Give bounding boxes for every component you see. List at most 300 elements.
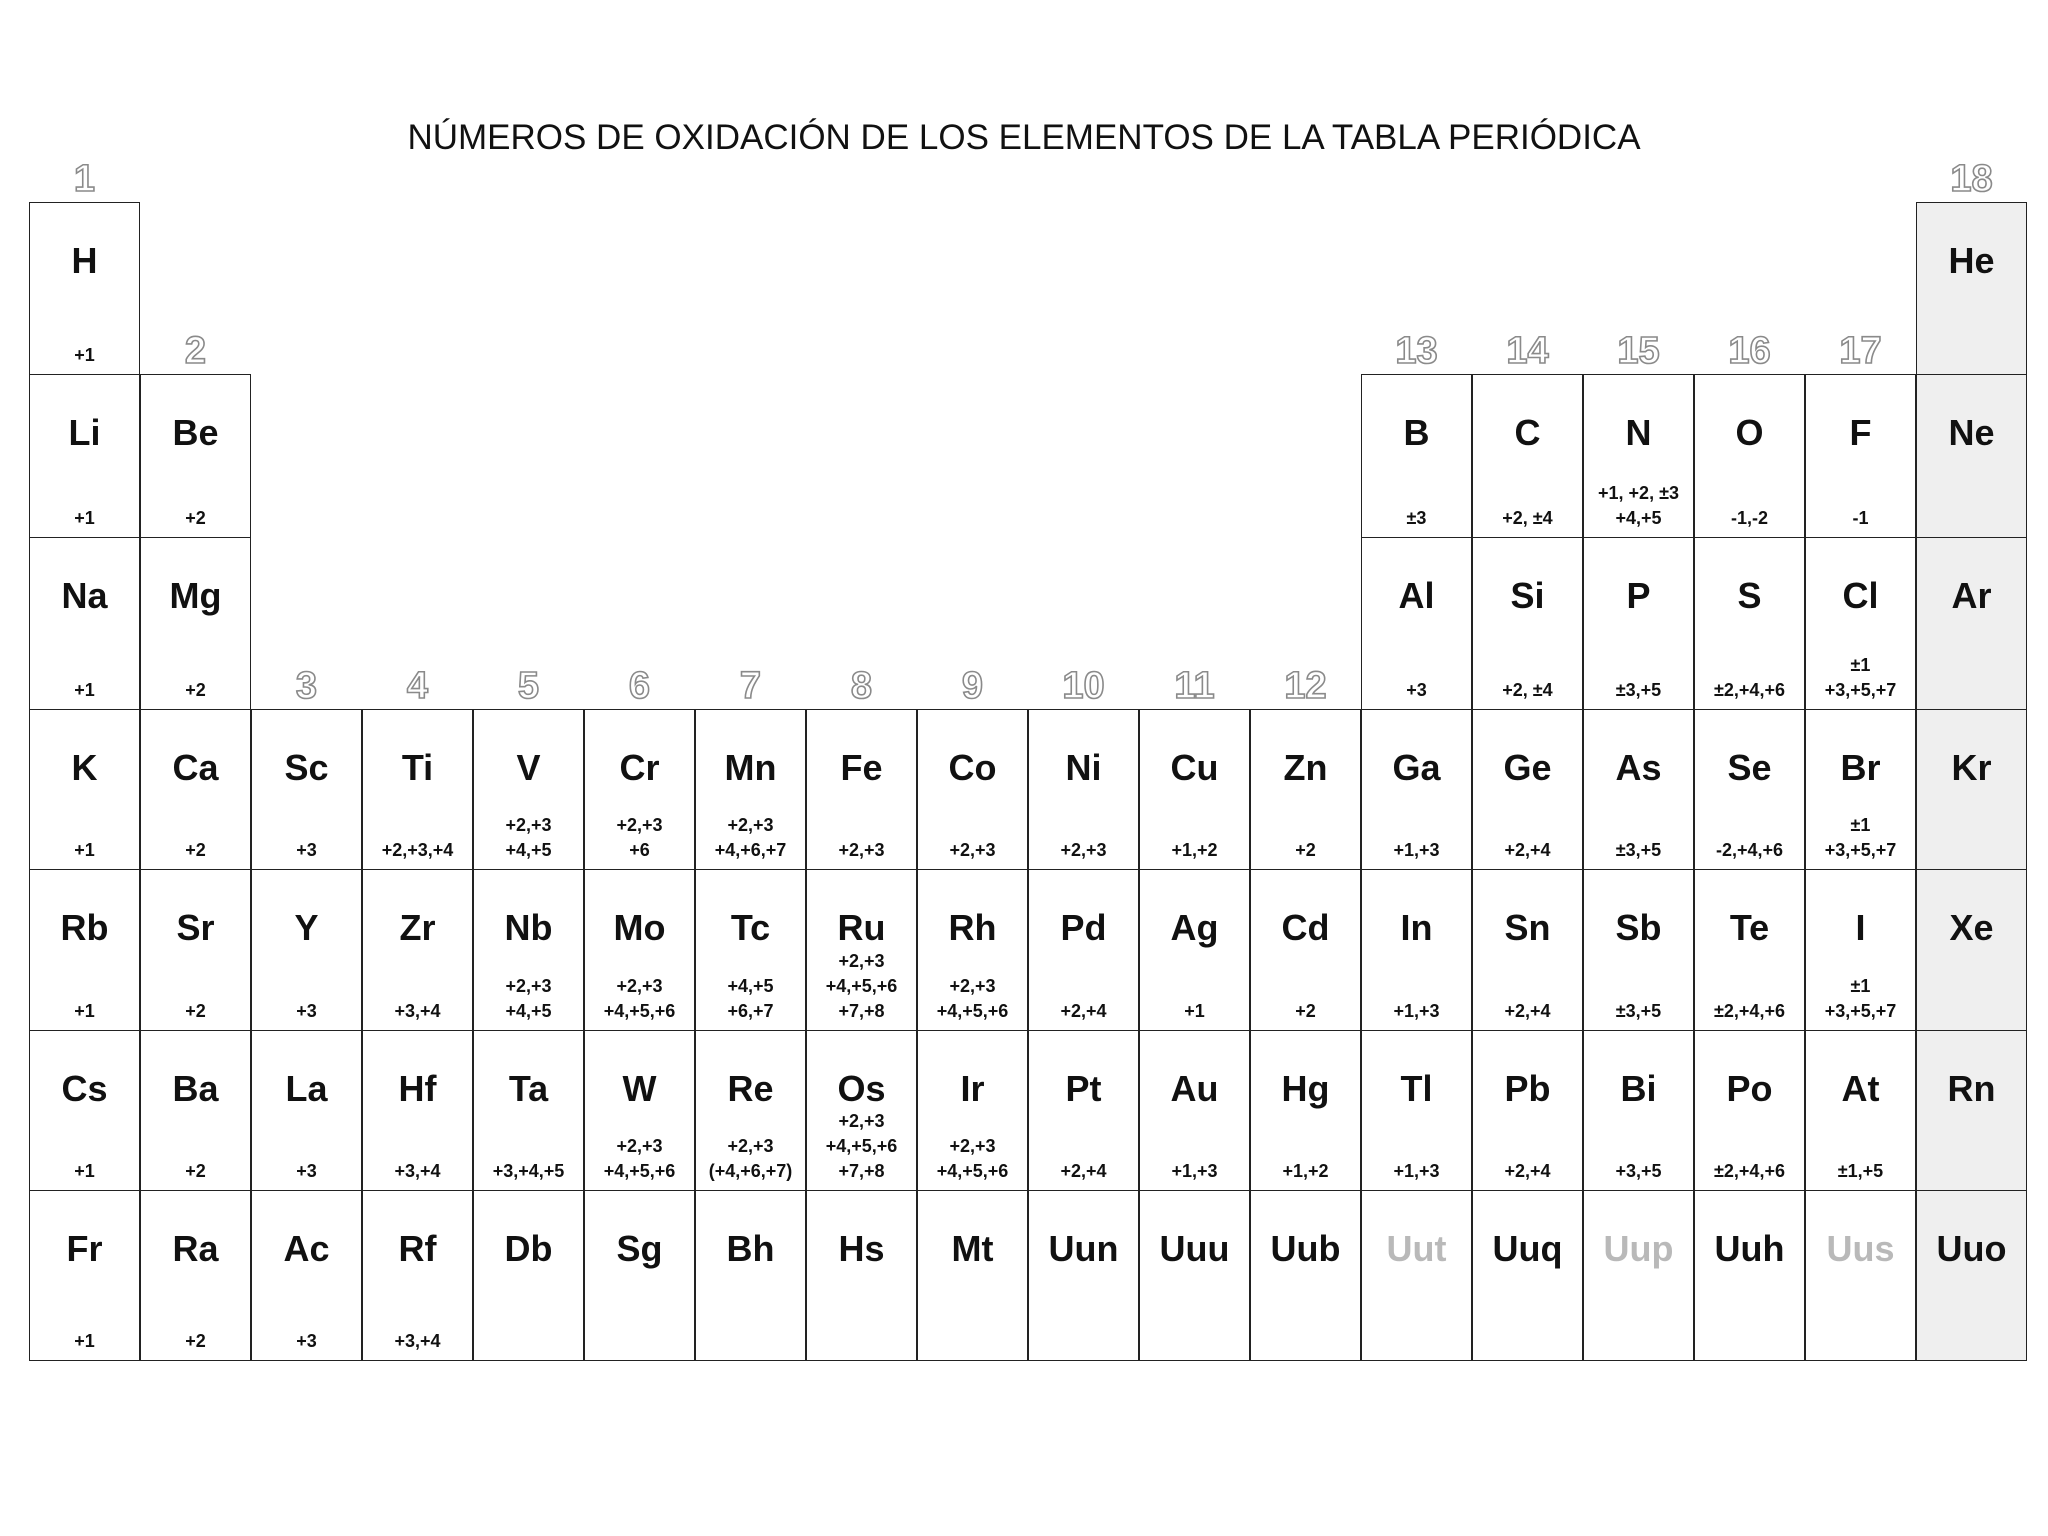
oxidation-state-line: +2 xyxy=(185,840,206,860)
element-cell-uus xyxy=(1805,1190,1916,1361)
element-symbol: Mt xyxy=(951,1228,994,1269)
oxidation-states xyxy=(1473,506,1582,531)
oxidation-states xyxy=(585,813,694,863)
oxidation-state-line: +1 xyxy=(74,1001,95,1021)
oxidation-states xyxy=(1362,999,1471,1024)
oxidation-state-line: ±2,+4,+6 xyxy=(1714,680,1785,700)
element-cell-b xyxy=(1361,374,1472,538)
group-number-label: 7 xyxy=(739,665,762,707)
oxidation-state-line: ±3,+5 xyxy=(1615,840,1662,860)
element-symbol: Ra xyxy=(172,1228,219,1269)
oxidation-state-line: ±3,+5 xyxy=(1615,680,1662,700)
oxidation-states xyxy=(30,1159,139,1184)
element-symbol: Uun xyxy=(1048,1228,1119,1269)
oxidation-state-line: +1 xyxy=(74,345,95,365)
oxidation-state-line: +2,+4 xyxy=(1504,840,1551,860)
element-cell-mg xyxy=(140,537,251,710)
oxidation-state-line: +4,+5,+6 xyxy=(825,976,898,996)
group-number-label: 13 xyxy=(1395,330,1438,372)
element-cell-o xyxy=(1694,374,1805,538)
oxidation-state-line: ±1 xyxy=(1850,655,1871,675)
oxidation-states xyxy=(1695,1159,1804,1184)
element-cell-be xyxy=(140,374,251,538)
element-symbol: Na xyxy=(61,575,108,616)
element-symbol: Hs xyxy=(838,1228,885,1269)
element-cell-co xyxy=(917,709,1028,870)
oxidation-state-line: +3,+4,+5 xyxy=(492,1161,565,1181)
element-cell-ga xyxy=(1361,709,1472,870)
oxidation-states xyxy=(30,678,139,703)
oxidation-state-line: +2,+3 xyxy=(616,815,663,835)
element-symbol: O xyxy=(1735,412,1764,453)
oxidation-state-line: +1,+3 xyxy=(1171,1161,1218,1181)
element-cell-ba xyxy=(140,1030,251,1191)
element-cell-na xyxy=(29,537,140,710)
element-cell-y xyxy=(251,869,362,1031)
oxidation-states xyxy=(1029,1159,1138,1184)
oxidation-state-line: +2 xyxy=(185,1001,206,1021)
oxidation-states xyxy=(918,974,1027,1024)
element-cell-ca xyxy=(140,709,251,870)
element-cell-bh xyxy=(695,1190,806,1361)
oxidation-states xyxy=(30,506,139,531)
element-symbol: Cs xyxy=(61,1068,108,1109)
element-symbol: Y xyxy=(294,907,319,948)
oxidation-states xyxy=(141,506,250,531)
oxidation-state-line: +1,+2 xyxy=(1171,840,1218,860)
element-cell-pd xyxy=(1028,869,1139,1031)
element-symbol: Xe xyxy=(1949,907,1994,948)
element-symbol: Ni xyxy=(1065,747,1102,788)
element-symbol: Uuh xyxy=(1714,1228,1785,1269)
element-cell-rf xyxy=(362,1190,473,1361)
oxidation-states xyxy=(918,838,1027,863)
element-symbol: Cr xyxy=(619,747,660,788)
element-cell-zr xyxy=(362,869,473,1031)
element-cell-k xyxy=(29,709,140,870)
oxidation-states xyxy=(696,813,805,863)
element-symbol: Nb xyxy=(504,907,553,948)
element-symbol: Ca xyxy=(172,747,219,788)
oxidation-states xyxy=(918,1134,1027,1184)
element-symbol: Zr xyxy=(399,907,436,948)
element-symbol: Se xyxy=(1727,747,1772,788)
element-cell-as xyxy=(1583,709,1694,870)
oxidation-states xyxy=(252,1329,361,1354)
element-symbol: Si xyxy=(1510,575,1545,616)
element-symbol: Hg xyxy=(1281,1068,1330,1109)
element-cell-os xyxy=(806,1030,917,1191)
oxidation-state-line: +4,+6,+7 xyxy=(714,840,787,860)
oxidation-states xyxy=(1584,678,1693,703)
element-cell-i xyxy=(1805,869,1916,1031)
oxidation-state-line: +6 xyxy=(629,840,650,860)
element-cell-te xyxy=(1694,869,1805,1031)
oxidation-state-line: +2,+3 xyxy=(616,1136,663,1156)
element-cell-xe xyxy=(1916,869,2027,1031)
element-symbol: Al xyxy=(1398,575,1435,616)
oxidation-states xyxy=(1584,999,1693,1024)
oxidation-states xyxy=(474,1159,583,1184)
oxidation-state-line: +2,+3 xyxy=(838,951,885,971)
element-symbol: Ir xyxy=(960,1068,985,1109)
element-cell-w xyxy=(584,1030,695,1191)
oxidation-states xyxy=(585,974,694,1024)
oxidation-state-line: +1 xyxy=(74,508,95,528)
element-symbol: Ag xyxy=(1170,907,1219,948)
element-cell-hg xyxy=(1250,1030,1361,1191)
element-symbol: Cd xyxy=(1281,907,1330,948)
element-symbol: Sb xyxy=(1615,907,1662,948)
group-number-label: 4 xyxy=(406,665,429,707)
oxidation-state-line: +4,+5,+6 xyxy=(825,1136,898,1156)
oxidation-state-line: +3,+5,+7 xyxy=(1824,1001,1897,1021)
oxidation-state-line: +3,+4 xyxy=(394,1001,441,1021)
element-cell-ag xyxy=(1139,869,1250,1031)
element-cell-cd xyxy=(1250,869,1361,1031)
element-symbol: In xyxy=(1400,907,1433,948)
element-cell-n xyxy=(1583,374,1694,538)
oxidation-state-line: +7,+8 xyxy=(838,1161,885,1181)
oxidation-state-line: +1,+2 xyxy=(1282,1161,1329,1181)
element-symbol: Ta xyxy=(508,1068,549,1109)
element-symbol: Sg xyxy=(616,1228,663,1269)
oxidation-state-line: ±1 xyxy=(1850,815,1871,835)
oxidation-states xyxy=(585,1134,694,1184)
element-symbol: Kr xyxy=(1951,747,1992,788)
oxidation-state-line: +1 xyxy=(74,680,95,700)
oxidation-states xyxy=(1140,999,1249,1024)
oxidation-state-line: +2,+3 xyxy=(838,1111,885,1131)
group-number-label: 10 xyxy=(1062,665,1105,707)
element-cell-hs xyxy=(806,1190,917,1361)
element-symbol: As xyxy=(1615,747,1662,788)
element-cell-nb xyxy=(473,869,584,1031)
element-cell-kr xyxy=(1916,709,2027,870)
element-symbol: Cl xyxy=(1842,575,1879,616)
element-cell-v xyxy=(473,709,584,870)
element-symbol: Ge xyxy=(1503,747,1552,788)
element-symbol: Uut xyxy=(1386,1228,1447,1269)
element-symbol: Pd xyxy=(1060,907,1107,948)
element-cell-fe xyxy=(806,709,917,870)
oxidation-state-line: +4,+5 xyxy=(505,840,552,860)
oxidation-states xyxy=(1695,678,1804,703)
element-cell-mt xyxy=(917,1190,1028,1361)
element-symbol: Bi xyxy=(1620,1068,1657,1109)
oxidation-state-line: (+4,+6,+7) xyxy=(708,1161,793,1181)
oxidation-state-line: +1,+3 xyxy=(1393,840,1440,860)
element-cell-se xyxy=(1694,709,1805,870)
oxidation-state-line: +4,+5,+6 xyxy=(936,1161,1009,1181)
element-cell-uuh xyxy=(1694,1190,1805,1361)
oxidation-states xyxy=(252,1159,361,1184)
oxidation-states xyxy=(1473,678,1582,703)
element-cell-ta xyxy=(473,1030,584,1191)
oxidation-state-line: ±3,+5 xyxy=(1615,1001,1662,1021)
oxidation-states xyxy=(141,1159,250,1184)
oxidation-state-line: +2,+3 xyxy=(949,1136,996,1156)
element-symbol: Tl xyxy=(1400,1068,1433,1109)
element-cell-p xyxy=(1583,537,1694,710)
element-symbol: Cu xyxy=(1170,747,1219,788)
element-symbol: Rn xyxy=(1947,1068,1996,1109)
oxidation-state-line: +2 xyxy=(185,1161,206,1181)
oxidation-states xyxy=(1473,838,1582,863)
element-symbol: W xyxy=(622,1068,657,1109)
oxidation-state-line: +4,+5,+6 xyxy=(936,1001,1009,1021)
oxidation-states xyxy=(1806,1159,1915,1184)
element-symbol: At xyxy=(1841,1068,1880,1109)
element-cell-ge xyxy=(1472,709,1583,870)
oxidation-state-line: +4,+5 xyxy=(505,1001,552,1021)
element-symbol: Rh xyxy=(948,907,997,948)
oxidation-states xyxy=(1362,678,1471,703)
oxidation-states xyxy=(30,343,139,368)
oxidation-state-line: +2, ±4 xyxy=(1502,680,1553,700)
group-number-label: 1 xyxy=(73,158,96,200)
oxidation-states xyxy=(30,1329,139,1354)
oxidation-state-line: +3 xyxy=(296,840,317,860)
oxidation-state-line: +2,+4 xyxy=(1504,1161,1551,1181)
oxidation-states xyxy=(1695,999,1804,1024)
element-cell-li xyxy=(29,374,140,538)
element-symbol: Sc xyxy=(284,747,329,788)
oxidation-state-line: +2,+3 xyxy=(505,976,552,996)
oxidation-state-line: +1,+3 xyxy=(1393,1161,1440,1181)
element-symbol: Be xyxy=(172,412,219,453)
oxidation-states xyxy=(1251,1159,1360,1184)
group-number-label: 18 xyxy=(1950,158,1993,200)
oxidation-state-line: +3,+5 xyxy=(1615,1161,1662,1181)
element-symbol: Hf xyxy=(398,1068,437,1109)
oxidation-states xyxy=(30,999,139,1024)
element-symbol: F xyxy=(1849,412,1872,453)
element-cell-hf xyxy=(362,1030,473,1191)
element-cell-bi xyxy=(1583,1030,1694,1191)
oxidation-state-line: -1 xyxy=(1852,508,1869,528)
oxidation-state-line: +2,+3 xyxy=(727,1136,774,1156)
group-number-label: 2 xyxy=(184,330,207,372)
oxidation-state-line: +2,+4 xyxy=(1504,1001,1551,1021)
element-symbol: Pb xyxy=(1504,1068,1551,1109)
oxidation-states xyxy=(807,838,916,863)
group-number-label: 3 xyxy=(295,665,318,707)
oxidation-state-line: +6,+7 xyxy=(727,1001,774,1021)
element-symbol: V xyxy=(516,747,541,788)
oxidation-state-line: +2,+4 xyxy=(1060,1161,1107,1181)
oxidation-states xyxy=(1584,1159,1693,1184)
element-cell-ra xyxy=(140,1190,251,1361)
oxidation-state-line: +4,+5 xyxy=(1615,508,1662,528)
element-cell-al xyxy=(1361,537,1472,710)
oxidation-state-line: +2,+4 xyxy=(1060,1001,1107,1021)
oxidation-states xyxy=(363,1329,472,1354)
oxidation-states xyxy=(1584,481,1693,531)
oxidation-state-line: ±2,+4,+6 xyxy=(1714,1161,1785,1181)
element-symbol: H xyxy=(71,240,98,281)
oxidation-state-line: ±3 xyxy=(1406,508,1427,528)
element-cell-uuu xyxy=(1139,1190,1250,1361)
element-symbol: La xyxy=(285,1068,328,1109)
element-cell-ir xyxy=(917,1030,1028,1191)
group-number-label: 15 xyxy=(1617,330,1660,372)
oxidation-state-line: +2 xyxy=(185,508,206,528)
oxidation-states xyxy=(807,1109,916,1184)
oxidation-state-line: +2 xyxy=(1295,1001,1316,1021)
element-symbol: N xyxy=(1625,412,1652,453)
oxidation-states xyxy=(1362,838,1471,863)
element-symbol: Ru xyxy=(837,907,886,948)
oxidation-state-line: +1 xyxy=(74,1331,95,1351)
oxidation-states xyxy=(696,1134,805,1184)
element-symbol: C xyxy=(1514,412,1541,453)
oxidation-state-line: +3 xyxy=(296,1161,317,1181)
element-symbol: Ac xyxy=(283,1228,330,1269)
element-symbol: Pt xyxy=(1065,1068,1102,1109)
oxidation-state-line: +3,+4 xyxy=(394,1161,441,1181)
element-cell-fr xyxy=(29,1190,140,1361)
oxidation-states xyxy=(30,838,139,863)
oxidation-state-line: ±1 xyxy=(1850,976,1871,996)
group-number-label: 17 xyxy=(1839,330,1882,372)
oxidation-state-line: -2,+4,+6 xyxy=(1715,840,1784,860)
oxidation-states xyxy=(1251,999,1360,1024)
element-cell-rh xyxy=(917,869,1028,1031)
element-symbol: Ba xyxy=(172,1068,219,1109)
element-symbol: Co xyxy=(948,747,997,788)
oxidation-states xyxy=(141,678,250,703)
oxidation-states xyxy=(807,949,916,1024)
element-symbol: Ga xyxy=(1392,747,1441,788)
element-cell-ac xyxy=(251,1190,362,1361)
oxidation-state-line: ±2,+4,+6 xyxy=(1714,1001,1785,1021)
element-symbol: Ar xyxy=(1951,575,1992,616)
element-symbol: Po xyxy=(1726,1068,1773,1109)
oxidation-states xyxy=(141,1329,250,1354)
element-cell-rb xyxy=(29,869,140,1031)
element-cell-si xyxy=(1472,537,1583,710)
element-cell-f xyxy=(1805,374,1916,538)
oxidation-state-line: +2,+3 xyxy=(616,976,663,996)
element-symbol: Uub xyxy=(1270,1228,1341,1269)
group-number-label: 8 xyxy=(850,665,873,707)
group-number-label: 11 xyxy=(1174,665,1215,707)
element-symbol: Uuo xyxy=(1936,1228,2007,1269)
oxidation-states xyxy=(363,999,472,1024)
oxidation-state-line: +2, ±4 xyxy=(1502,508,1553,528)
oxidation-states xyxy=(1251,838,1360,863)
oxidation-states xyxy=(1473,1159,1582,1184)
oxidation-states xyxy=(141,999,250,1024)
element-cell-h xyxy=(29,202,140,375)
element-symbol: Uup xyxy=(1603,1228,1674,1269)
oxidation-states xyxy=(1584,838,1693,863)
oxidation-states xyxy=(1362,506,1471,531)
element-symbol: He xyxy=(1948,240,1995,281)
element-cell-uut xyxy=(1361,1190,1472,1361)
element-cell-po xyxy=(1694,1030,1805,1191)
element-cell-ar xyxy=(1916,537,2027,710)
oxidation-states xyxy=(1029,838,1138,863)
element-symbol: Rb xyxy=(60,907,109,948)
oxidation-state-line: +4,+5,+6 xyxy=(603,1161,676,1181)
element-symbol: Db xyxy=(504,1228,553,1269)
oxidation-states xyxy=(1806,974,1915,1024)
oxidation-state-line: +2,+3 xyxy=(1060,840,1107,860)
element-cell-cs xyxy=(29,1030,140,1191)
element-cell-zn xyxy=(1250,709,1361,870)
element-symbol: Fe xyxy=(840,747,883,788)
oxidation-state-line: +1 xyxy=(74,840,95,860)
element-cell-sb xyxy=(1583,869,1694,1031)
group-number-label: 6 xyxy=(628,665,651,707)
element-cell-uub xyxy=(1250,1190,1361,1361)
oxidation-states xyxy=(1473,999,1582,1024)
oxidation-state-line: +1,+3 xyxy=(1393,1001,1440,1021)
oxidation-state-line: +2,+3 xyxy=(838,840,885,860)
element-cell-au xyxy=(1139,1030,1250,1191)
element-cell-cu xyxy=(1139,709,1250,870)
element-symbol: Sr xyxy=(176,907,215,948)
element-symbol: Mn xyxy=(724,747,777,788)
element-cell-ni xyxy=(1028,709,1139,870)
element-cell-s xyxy=(1694,537,1805,710)
element-symbol: S xyxy=(1737,575,1762,616)
element-cell-he xyxy=(1916,202,2027,375)
group-number-label: 12 xyxy=(1284,665,1327,707)
oxidation-state-line: +2 xyxy=(185,1331,206,1351)
element-symbol: Rf xyxy=(398,1228,437,1269)
element-symbol: Bh xyxy=(726,1228,775,1269)
element-cell-uup xyxy=(1583,1190,1694,1361)
element-symbol: P xyxy=(1626,575,1651,616)
element-symbol: Fr xyxy=(66,1228,103,1269)
oxidation-states xyxy=(1140,838,1249,863)
element-symbol: Ne xyxy=(1948,412,1995,453)
element-cell-c xyxy=(1472,374,1583,538)
oxidation-states xyxy=(474,813,583,863)
element-cell-mn xyxy=(695,709,806,870)
oxidation-states xyxy=(1695,838,1804,863)
oxidation-states xyxy=(1140,1159,1249,1184)
oxidation-states xyxy=(252,838,361,863)
oxidation-state-line: +3,+5,+7 xyxy=(1824,680,1897,700)
oxidation-state-line: -1,-2 xyxy=(1730,508,1768,528)
element-symbol: Mo xyxy=(613,907,666,948)
element-symbol: Re xyxy=(727,1068,774,1109)
oxidation-state-line: +2 xyxy=(1295,840,1316,860)
oxidation-states xyxy=(1806,506,1915,531)
oxidation-state-line: +4,+5,+6 xyxy=(603,1001,676,1021)
oxidation-state-line: +2,+3 xyxy=(505,815,552,835)
element-symbol: Uus xyxy=(1826,1228,1895,1269)
element-cell-cr xyxy=(584,709,695,870)
element-symbol: I xyxy=(1855,907,1866,948)
element-cell-mo xyxy=(584,869,695,1031)
oxidation-states xyxy=(1362,1159,1471,1184)
element-symbol: Mg xyxy=(169,575,222,616)
group-number-label: 16 xyxy=(1728,330,1771,372)
oxidation-state-line: +3,+5,+7 xyxy=(1824,840,1897,860)
group-number-label: 5 xyxy=(517,665,540,707)
element-cell-uuq xyxy=(1472,1190,1583,1361)
oxidation-states xyxy=(141,838,250,863)
oxidation-state-line: +1, +2, ±3 xyxy=(1598,483,1679,503)
oxidation-states xyxy=(474,974,583,1024)
oxidation-states xyxy=(1029,999,1138,1024)
oxidation-state-line: +7,+8 xyxy=(838,1001,885,1021)
